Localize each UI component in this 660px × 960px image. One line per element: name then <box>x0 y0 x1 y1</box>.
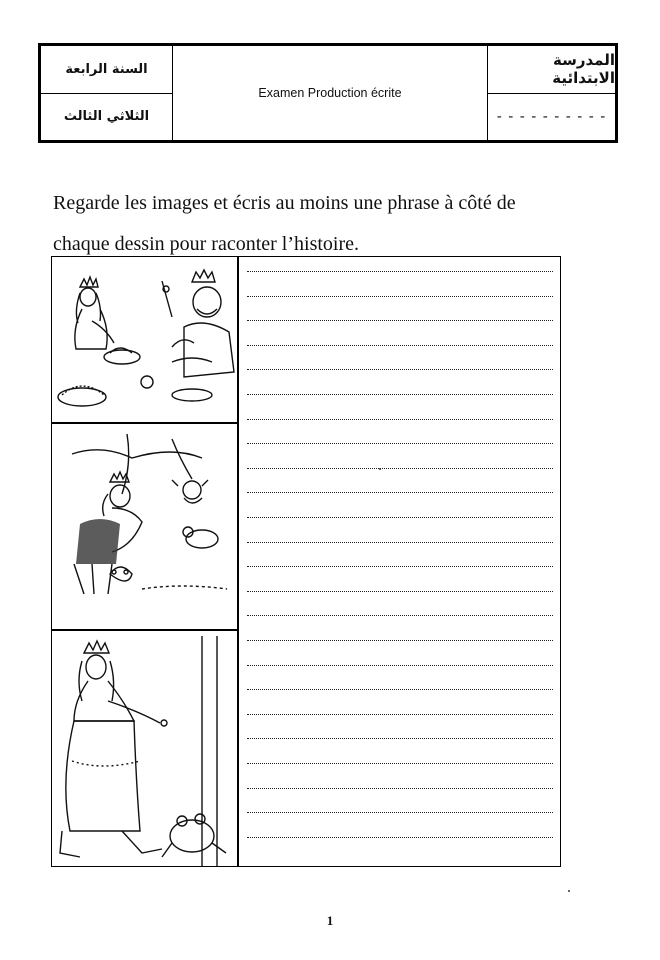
header-right-column <box>487 46 615 140</box>
grade-label: السنة الرابعة <box>41 46 172 94</box>
exam-title: Examen Production écrite <box>258 86 402 100</box>
writing-line[interactable] <box>247 714 553 715</box>
writing-line[interactable] <box>247 615 553 616</box>
exam-header <box>38 43 618 143</box>
story-table <box>51 256 561 867</box>
writing-line[interactable] <box>247 665 553 666</box>
writing-line[interactable] <box>247 394 553 395</box>
instruction-line-2: chaque dessin pour raconter l’histoire. <box>53 233 360 255</box>
instruction-line-1: Regarde les images et écris au moins une phrase à côté de <box>53 192 516 214</box>
writing-line[interactable] <box>247 468 553 469</box>
writing-line[interactable] <box>247 566 553 567</box>
writing-line[interactable] <box>247 542 553 543</box>
header-left-column <box>41 46 173 140</box>
writing-line[interactable] <box>247 271 553 272</box>
writing-line[interactable] <box>247 837 553 838</box>
writing-line[interactable] <box>247 689 553 690</box>
writing-line[interactable] <box>247 320 553 321</box>
writing-line[interactable] <box>247 788 553 789</box>
page-number: 1 <box>326 913 334 928</box>
instructions <box>53 183 593 265</box>
writing-line[interactable] <box>247 296 553 297</box>
writing-line[interactable] <box>247 591 553 592</box>
writing-line[interactable] <box>247 763 553 764</box>
writing-line[interactable] <box>247 812 553 813</box>
writing-area[interactable] <box>247 257 553 866</box>
column-divider <box>237 257 239 866</box>
writing-line[interactable] <box>247 492 553 493</box>
princess-king-dining-illustration <box>52 257 237 422</box>
writing-line[interactable] <box>247 345 553 346</box>
writing-line[interactable] <box>247 640 553 641</box>
school-name-blank[interactable]: - - - - - - - - - - <box>496 108 607 125</box>
term-label: الثلاثي الثالث <box>63 109 150 125</box>
writing-line[interactable] <box>247 443 553 444</box>
writing-line[interactable] <box>247 369 553 370</box>
scan-speck <box>568 890 570 892</box>
princess-sad-frog-illustration <box>52 424 237 629</box>
writing-line[interactable] <box>247 517 553 518</box>
scan-speck <box>379 468 381 470</box>
princess-opening-door-frog-illustration <box>52 631 237 868</box>
school-label: المدرسة الابتدائية <box>488 46 615 94</box>
writing-line[interactable] <box>247 419 553 420</box>
writing-line[interactable] <box>247 738 553 739</box>
image-column <box>52 257 237 866</box>
